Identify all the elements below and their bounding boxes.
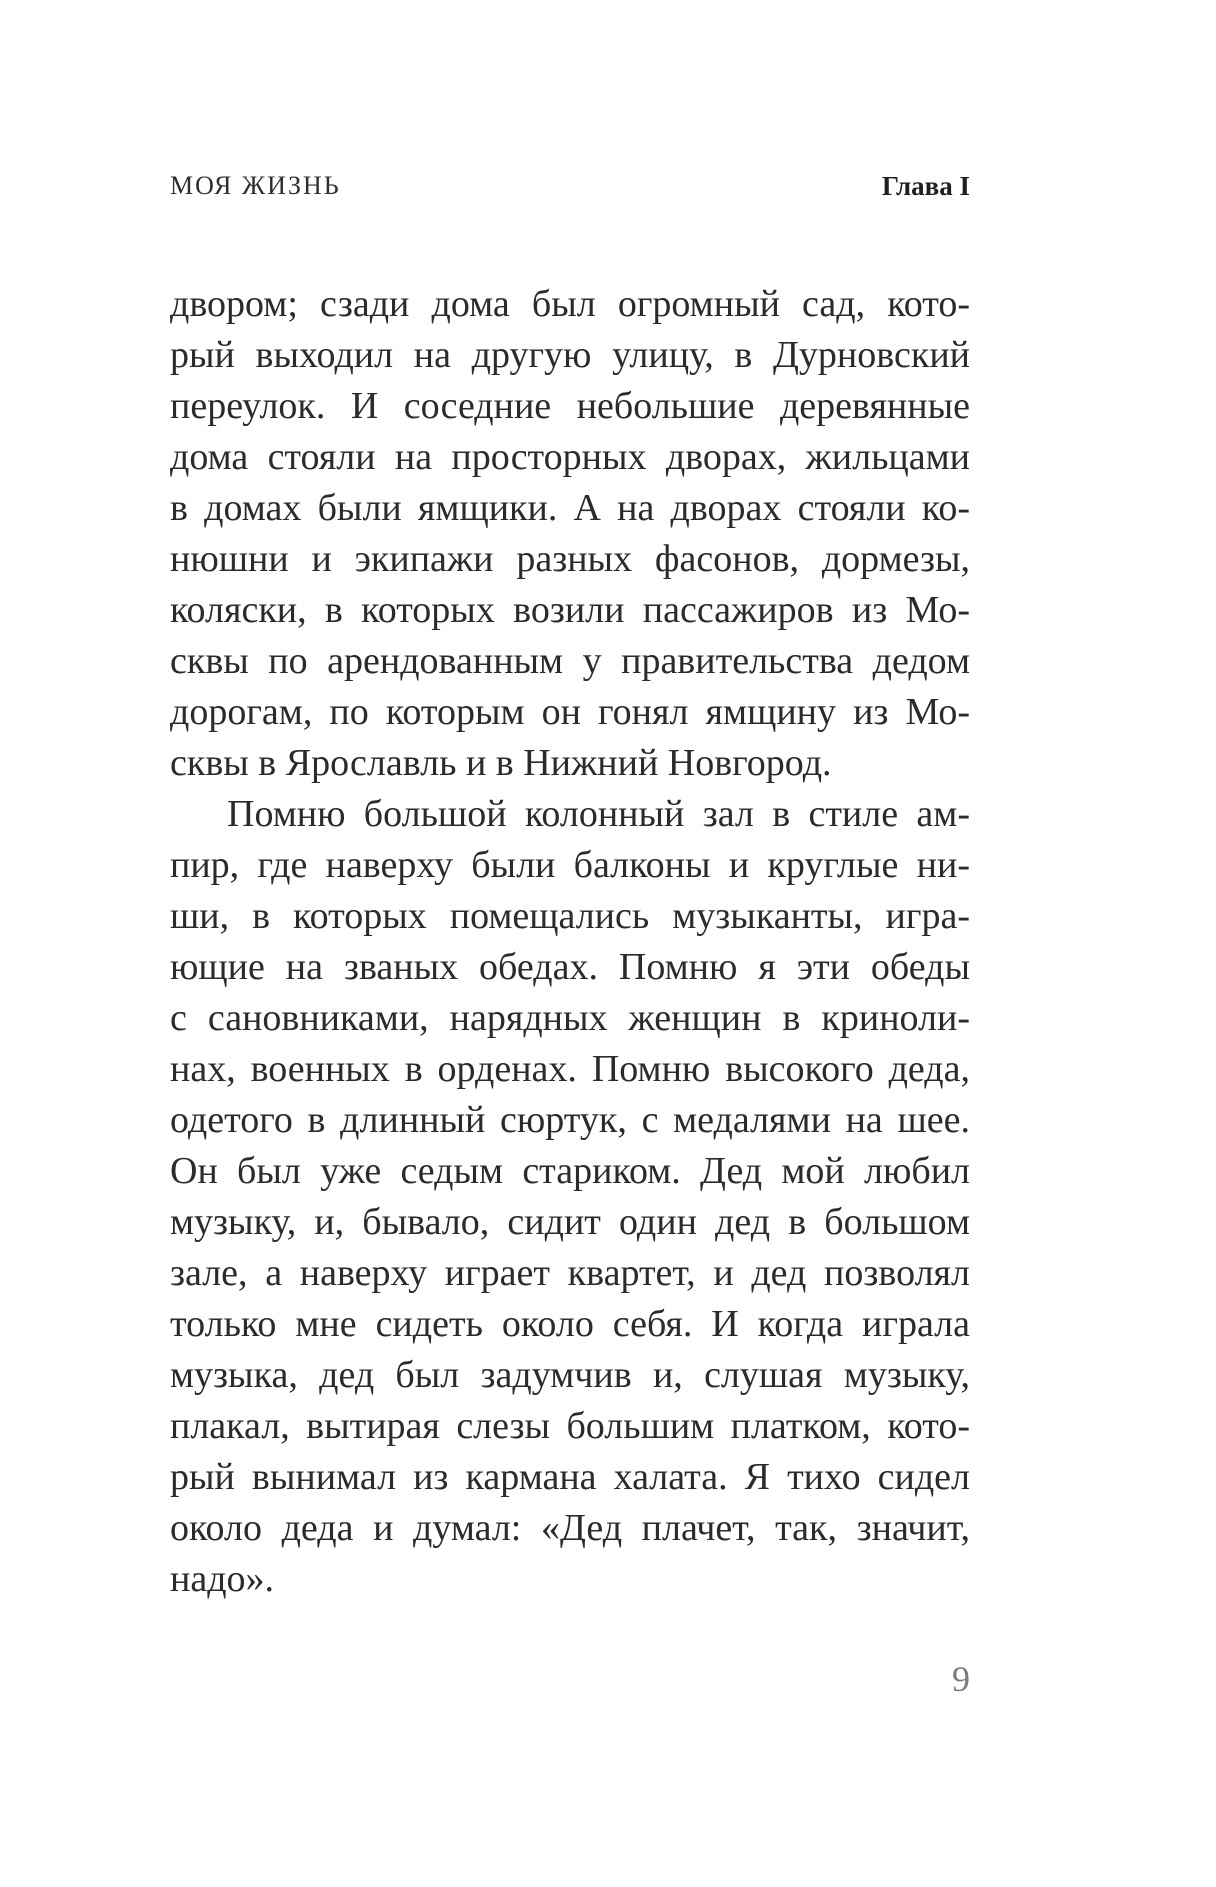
text-line: рый вынимал из кармана халата. Я тихо сидел bbox=[170, 1456, 970, 1498]
paragraph-start-line: Помню большой колонный зал в стиле ам- bbox=[227, 793, 970, 835]
page-number: 9 bbox=[952, 1659, 970, 1699]
text-line: музыку, и, бывало, сидит один дед в большом bbox=[170, 1201, 970, 1243]
book-title: МОЯ ЖИЗНЬ bbox=[170, 171, 341, 200]
text-line: Он был уже седым стариком. Дед мой любил bbox=[170, 1150, 970, 1192]
text-line: пир, где наверху были балконы и круглые ни- bbox=[170, 844, 970, 886]
text-line: коляски, в которых возили пассажиров из Мо- bbox=[170, 589, 970, 631]
text-line: музыка, дед был задумчив и, слушая музыку, bbox=[170, 1354, 970, 1396]
text-line: сквы по арендованным у правительства дедом bbox=[170, 640, 970, 682]
text-line: зале, а наверху играет квартет, и дед позволял bbox=[170, 1252, 970, 1294]
text-line: дорогам, по которым он гонял ямщину из Мо- bbox=[170, 691, 970, 733]
body-text bbox=[170, 279, 970, 1605]
chapter-title: Глава I bbox=[881, 171, 970, 201]
running-head bbox=[170, 171, 970, 211]
text-line: одетого в длинный сюртук, с медалями на шее. bbox=[170, 1099, 970, 1141]
text-line: с сановниками, нарядных женщин в криноли- bbox=[170, 997, 970, 1039]
paragraph-end-line: сквы в Ярославль и в Нижний Новгород. bbox=[170, 742, 832, 784]
text-line: нах, военных в орденах. Помню высокого деда, bbox=[170, 1048, 970, 1090]
paragraph-end-line: надо». bbox=[170, 1558, 275, 1600]
text-line: двором; сзади дома был огромный сад, кото- bbox=[170, 283, 970, 325]
text-line: около деда и думал: «Дед плачет, так, значит, bbox=[170, 1507, 970, 1549]
text-line: ши, в которых помещались музыканты, игра- bbox=[170, 895, 970, 937]
text-line: переулок. И соседние небольшие деревянные bbox=[170, 385, 970, 427]
text-line: только мне сидеть около себя. И когда играла bbox=[170, 1303, 970, 1345]
text-line: в домах были ямщики. А на дворах стояли ко- bbox=[170, 487, 970, 529]
text-line: нюшни и экипажи разных фасонов, дормезы, bbox=[170, 538, 970, 580]
text-line: ющие на званых обедах. Помню я эти обеды bbox=[170, 946, 970, 988]
text-line: плакал, вытирая слезы большим платком, кото- bbox=[170, 1405, 970, 1447]
text-line: рый выходил на другую улицу, в Дурновский bbox=[170, 334, 970, 376]
text-line: дома стояли на просторных дворах, жильцами bbox=[170, 436, 970, 478]
